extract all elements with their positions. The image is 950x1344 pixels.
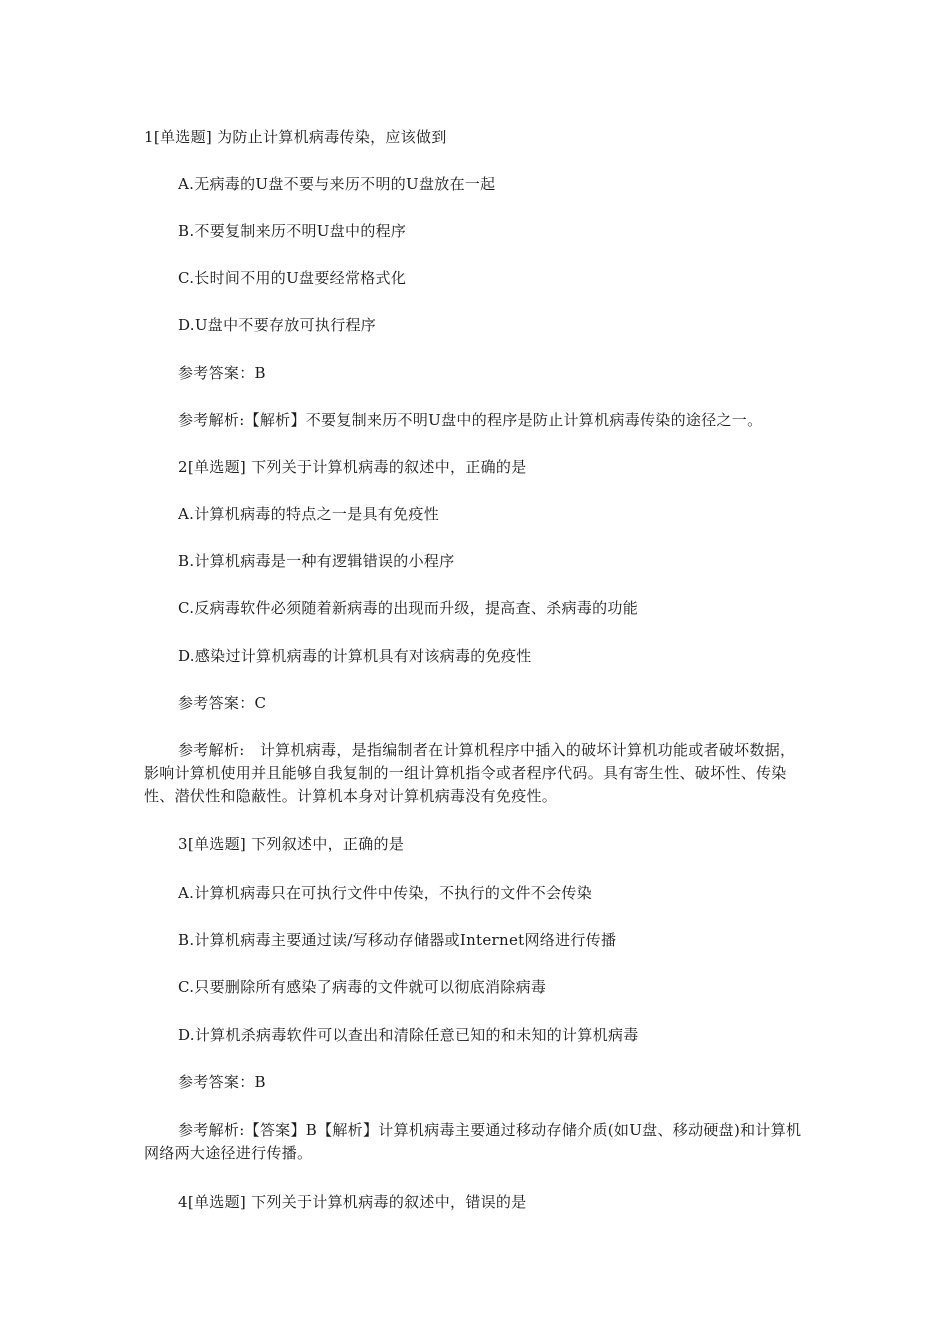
question-2-option-a: A.计算机病毒的特点之一是具有免疫性 <box>178 505 440 523</box>
question-2-answer: 参考答案：C <box>178 694 267 712</box>
question-3-stem: 3[单选题] 下列叙述中，正确的是 <box>178 835 405 853</box>
question-1-answer: 参考答案：B <box>178 364 266 382</box>
question-1-option-c: C.长时间不用的U盘要经常格式化 <box>178 269 407 287</box>
question-4-stem: 4[单选题] 下列关于计算机病毒的叙述中，错误的是 <box>178 1193 527 1211</box>
question-2-option-c: C.反病毒软件必须随着新病毒的出现而升级，提高查、杀病毒的功能 <box>178 599 639 617</box>
question-1-explanation: 参考解析:【解析】不要复制来历不明U盘中的程序是防止计算机病毒传染的途径之一。 <box>178 411 763 429</box>
question-2-stem: 2[单选题] 下列关于计算机病毒的叙述中，正确的是 <box>178 458 527 476</box>
question-3-option-d: D.计算机杀病毒软件可以查出和清除任意已知的和未知的计算机病毒 <box>178 1026 639 1044</box>
question-3-answer: 参考答案：B <box>178 1073 266 1091</box>
question-1-option-b: B.不要复制来历不明U盘中的程序 <box>178 222 407 240</box>
question-1-stem: 1[单选题] 为防止计算机病毒传染，应该做到 <box>144 128 447 146</box>
question-3-option-b: B.计算机病毒主要通过读/写移动存储器或Internet网络进行传播 <box>178 931 617 949</box>
question-1-option-a: A.无病毒的U盘不要与来历不明的U盘放在一起 <box>178 175 496 193</box>
question-1-option-d: D.U盘中不要存放可执行程序 <box>178 316 377 334</box>
question-2-option-d: D.感染过计算机病毒的计算机具有对该病毒的免疫性 <box>178 647 532 665</box>
question-3-option-c: C.只要删除所有感染了病毒的文件就可以彻底消除病毒 <box>178 978 547 996</box>
question-2-explanation: 参考解析: 计算机病毒，是指编制者在计算机程序中插入的破坏计算机功能或者破坏数据，影响计算机使用并且能够自我复制的一组计算机指令或者程序代码。具有寄生性、破坏性、传染性、潜伏性和隐蔽性。计算机本身对计算机病毒没有免疫性。 <box>144 741 796 805</box>
question-3-option-a: A.计算机病毒只在可执行文件中传染，不执行的文件不会传染 <box>178 884 593 902</box>
question-3-explanation: 参考解析:【答案】B【解析】计算机病毒主要通过移动存储介质(如U盘、移动硬盘)和计算机网络两大途径进行传播。 <box>144 1121 802 1162</box>
question-2-option-b: B.计算机病毒是一种有逻辑错误的小程序 <box>178 552 455 570</box>
